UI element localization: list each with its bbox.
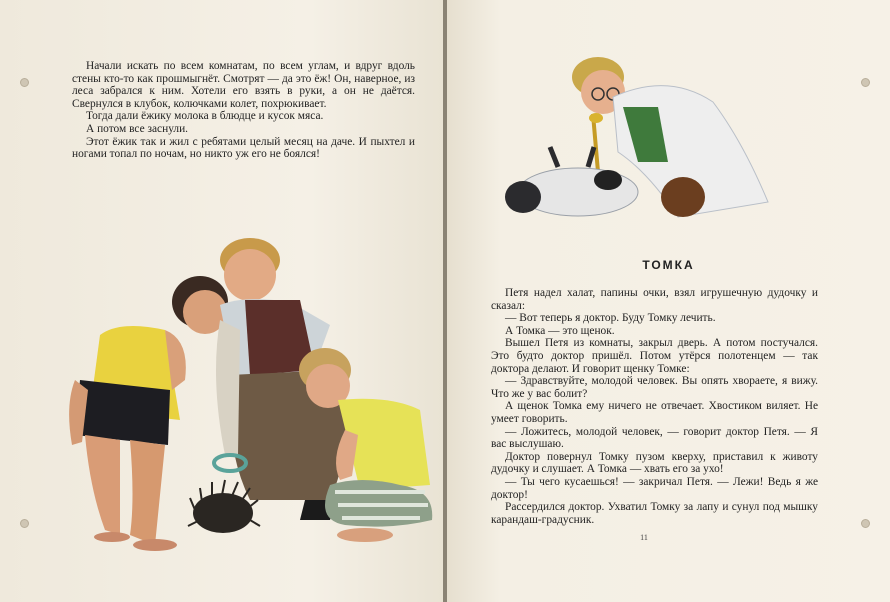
story-title: ТОМКА	[642, 258, 695, 272]
right-paragraph: — Здравствуйте, молодой человек. Вы опять хвораете, я вижу. Что же у вас болит?	[491, 375, 818, 400]
binding-hole-top-right	[861, 78, 870, 87]
left-paragraph: Тогда дали ёжику молока в блюдце и кусок мяса.	[86, 110, 324, 123]
right-paragraph: А щенок Томка ему ничего не отвечает. Хвостиком виляет. Не умеет говорить.	[491, 400, 818, 425]
left-paragraph: Этот ёжик так и жил с ребятами целый месяц на даче. И пыхтел и ногами топал по ночам, но никто уж его не боялся!	[72, 135, 415, 161]
left-page-text	[72, 60, 415, 161]
binding-hole-bottom-left	[20, 519, 29, 528]
right-paragraph: Рассердился доктор. Ухватил Томку за лапу и сунул под мышку карандаш-градусник.	[491, 501, 818, 526]
illustration-boy-doctor-with-puppy	[498, 52, 788, 227]
binding-hole-bottom-right	[861, 519, 870, 528]
hedgehog	[188, 480, 260, 533]
right-paragraph: Петя надел халат, папины очки, взял игрушечную дудочку и сказал:	[491, 287, 818, 312]
left-paragraph: А потом все заснули.	[86, 122, 189, 135]
right-paragraph: Доктор повернул Томку пузом кверху, приставил к животу дудочку и слушает. А Томка — хвать его за ухо!	[491, 450, 818, 476]
right-paragraph: — Вот теперь я доктор. Буду Томку лечить.	[505, 312, 716, 325]
left-paragraph: Начали искать по всем комнатам, по всем углам, и вдруг вдоль стены кто-то как прошмыгнёт. Смотрят — да это ёж! Он, наверное, из леса забрался к ним. Хотели его взять в руки, а он не даётся. Свернулся в клубок, колючками колет, похрюкивает.	[72, 60, 415, 110]
page-number: 11	[640, 533, 648, 542]
right-page-text	[491, 287, 818, 526]
illustration-boys-with-hedgehog	[60, 230, 440, 560]
right-paragraph: — Ложитесь, молодой человек, — говорит доктор Петя. — Я вас выслушаю.	[491, 425, 818, 451]
right-paragraph: Вышел Петя из комнаты, закрыл дверь. А потом постучался. Это будто доктор пришёл. Потом утёрся полотенцем — так доктора делают. И говорит щенку Томке:	[491, 337, 818, 375]
right-paragraph: — Ты чего кусаешься! — закричал Петя. — Лежи! Ведь я же доктор!	[491, 475, 818, 501]
right-paragraph: А Томка — это щенок.	[505, 324, 615, 337]
binding-hole-top-left	[20, 78, 29, 87]
